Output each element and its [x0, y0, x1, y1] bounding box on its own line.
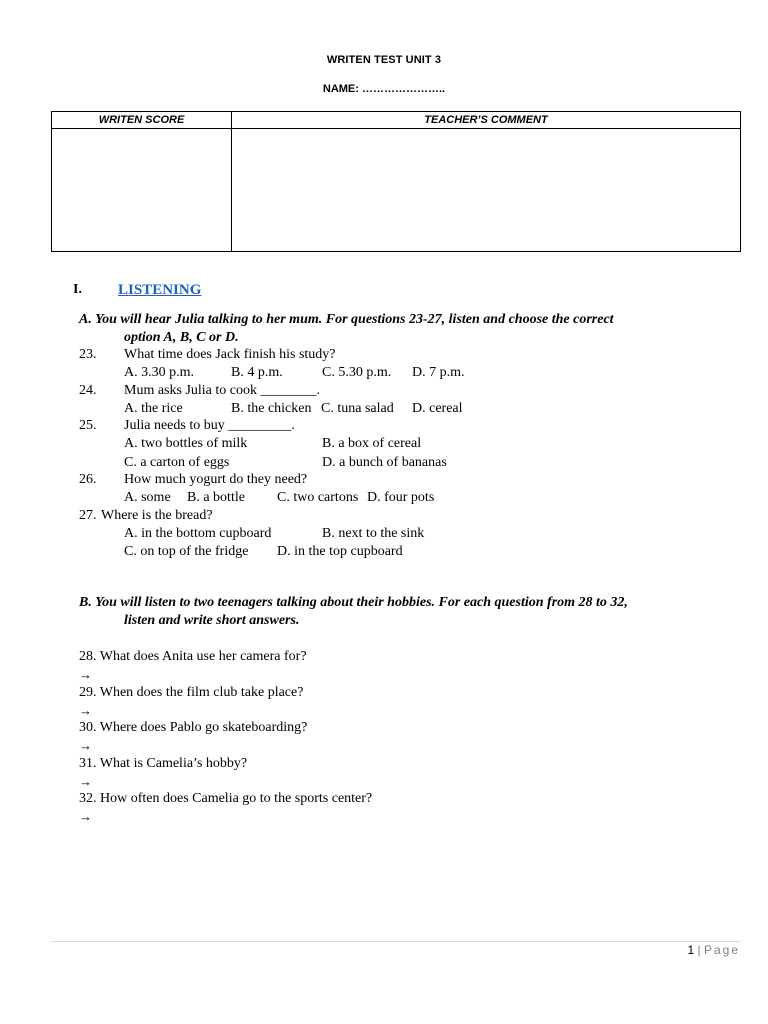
question-number: 23. [79, 347, 97, 362]
part-b-instruction [79, 594, 694, 630]
part-a-instruction [79, 311, 689, 347]
answer-option[interactable]: C. two cartons [277, 490, 359, 505]
question-text: What time does Jack finish his study? [124, 347, 336, 362]
answer-option[interactable]: B. a box of cereal [322, 436, 422, 451]
question-number: 25. [79, 418, 97, 433]
footer-divider [51, 941, 740, 942]
question-text: Julia needs to buy _________. [124, 418, 295, 433]
answer-option[interactable]: B. 4 p.m. [231, 365, 283, 380]
part-b-instruction-line2: listen and write short answers. [124, 613, 300, 628]
page-label: Page [703, 943, 740, 957]
section-number: I. [73, 282, 82, 297]
answer-option[interactable]: D. in the top cupboard [277, 544, 403, 559]
section-title: LISTENING [118, 282, 202, 298]
answer-option[interactable]: A. some [124, 490, 171, 505]
answer-option[interactable]: A. in the bottom cupboard [124, 526, 272, 541]
answer-arrow-icon[interactable]: → [79, 774, 92, 789]
question-text: 32. How often does Camelia go to the sports center? [79, 791, 373, 806]
question-number: 26. [79, 472, 97, 487]
comment-column-header: TEACHER’S COMMENT [232, 112, 741, 129]
question-text: Mum asks Julia to cook ________. [124, 383, 320, 398]
question-text: 30. Where does Pablo go skateboarding? [79, 720, 308, 735]
answer-option[interactable]: A. 3.30 p.m. [124, 365, 194, 380]
part-b-instruction-line1: B. You will listen to two teenagers talking about their hobbies. For each question from 28 to 32, [79, 595, 628, 610]
score-cell[interactable] [52, 129, 232, 252]
answer-arrow-icon[interactable]: → [79, 738, 92, 753]
score-table [51, 111, 741, 252]
answer-option[interactable]: A. the rice [124, 401, 183, 416]
answer-option[interactable]: B. a bottle [187, 490, 245, 505]
page-number: 1 [687, 943, 695, 957]
answer-option[interactable]: C. a carton of eggs [124, 455, 230, 470]
answer-option[interactable]: C. 5.30 p.m. [322, 365, 392, 380]
question-text: 31. What is Camelia’s hobby? [79, 756, 248, 771]
score-column-header: WRITEN SCORE [52, 112, 232, 129]
part-a-instruction-line2: option A, B, C or D. [124, 330, 239, 345]
answer-option[interactable]: B. the chicken [231, 401, 312, 416]
page-separator: | [697, 943, 701, 957]
question-text: Where is the bread? [101, 508, 213, 523]
answer-option[interactable]: D. 7 p.m. [412, 365, 465, 380]
question-text: 29. When does the film club take place? [79, 685, 304, 700]
answer-option[interactable]: C. on top of the fridge [124, 544, 249, 559]
question-number: 27. [79, 508, 97, 523]
answer-arrow-icon[interactable]: → [79, 703, 92, 718]
page-footer [687, 943, 740, 957]
page-title: WRITEN TEST UNIT 3 [326, 54, 442, 66]
answer-option[interactable]: A. two bottles of milk [124, 436, 248, 451]
answer-arrow-icon[interactable]: → [79, 667, 92, 682]
name-line: NAME: ………………….. [322, 83, 446, 95]
question-text: How much yogurt do they need? [124, 472, 308, 487]
answer-option[interactable]: C. tuna salad [321, 401, 394, 416]
question-text: 28. What does Anita use her camera for? [79, 649, 307, 664]
question-number: 24. [79, 383, 97, 398]
answer-option[interactable]: D. a bunch of bananas [322, 455, 447, 470]
answer-arrow-icon[interactable]: → [79, 809, 92, 824]
comment-cell[interactable] [232, 129, 741, 252]
answer-option[interactable]: B. next to the sink [322, 526, 425, 541]
part-a-instruction-line1: A. You will hear Julia talking to her mum. For questions 23-27, listen and choose the correct [79, 312, 614, 327]
answer-option[interactable]: D. four pots [367, 490, 435, 505]
answer-option[interactable]: D. cereal [412, 401, 463, 416]
